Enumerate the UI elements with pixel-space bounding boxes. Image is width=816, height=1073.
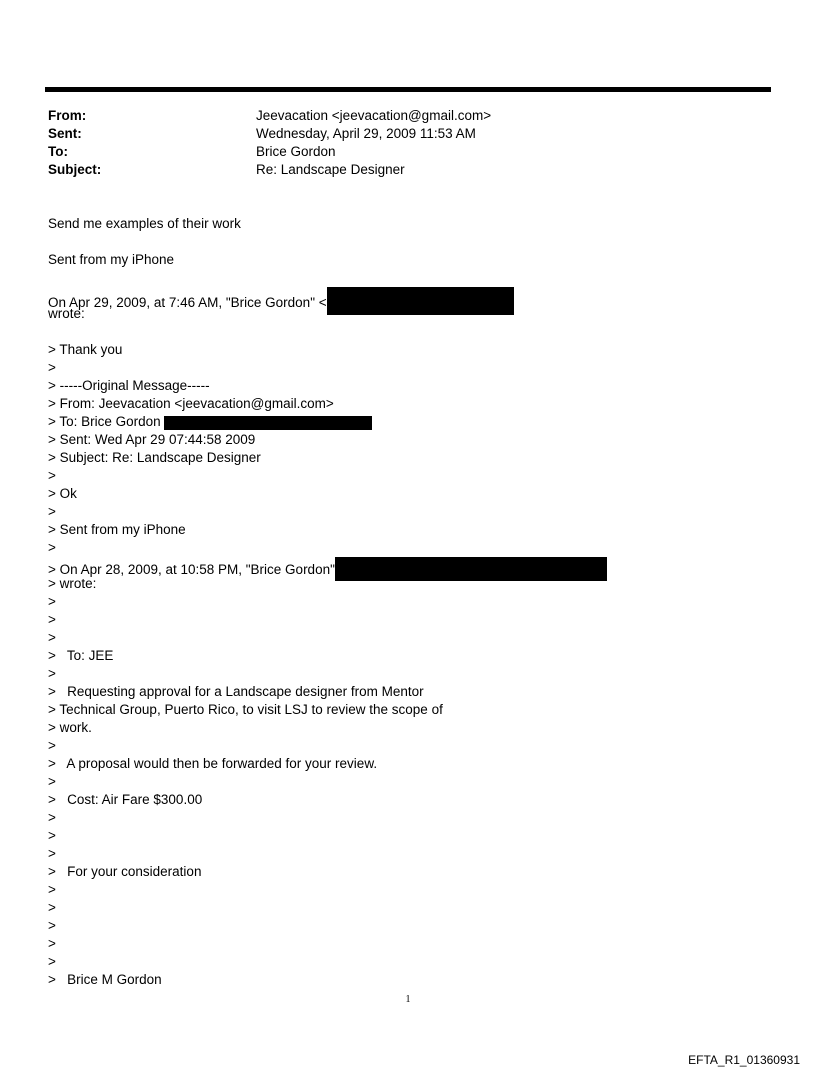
quoted-line: > (48, 360, 56, 375)
body-line: Send me examples of their work (48, 216, 241, 231)
to-row (48, 143, 768, 161)
redaction-block (327, 287, 514, 315)
quoted-line: > Sent from my iPhone (48, 522, 186, 537)
body-line: Sent from my iPhone (48, 252, 175, 267)
quoted-line: > (48, 900, 56, 915)
quoted-line: > To: JEE (48, 648, 114, 663)
quoted-line: > (48, 630, 56, 645)
body-line-text: On Apr 29, 2009, at 7:46 AM, "Brice Gordon" < (48, 295, 327, 310)
quoted-line: > (48, 774, 56, 789)
quoted-line: > (48, 882, 56, 897)
quoted-line: > (48, 738, 56, 753)
quoted-line: > (48, 828, 56, 843)
quoted-line: > A proposal would then be forwarded for your review. (48, 756, 378, 771)
redaction-block (164, 416, 372, 430)
quoted-line: > (48, 540, 56, 555)
quoted-line: > (48, 468, 56, 483)
to-value: Brice Gordon (256, 144, 336, 159)
quoted-line: > (48, 666, 56, 681)
quoted-line (48, 557, 768, 575)
quoted-line: > (48, 810, 56, 825)
page-number: 1 (405, 994, 411, 1005)
quoted-line-text: > To: Brice Gordon (48, 414, 165, 429)
quoted-line: > (48, 846, 56, 861)
quoted-line: > Cost: Air Fare $300.00 (48, 792, 203, 807)
email-header (48, 107, 768, 179)
quoted-line: > (48, 504, 56, 519)
from-label: From: (48, 108, 87, 123)
from-row (48, 107, 768, 125)
quoted-line: > Sent: Wed Apr 29 07:44:58 2009 (48, 432, 256, 447)
quoted-line: > (48, 612, 56, 627)
subject-row (48, 161, 768, 179)
quoted-line: > Technical Group, Puerto Rico, to visit LSJ to review the scope of (48, 702, 443, 717)
quoted-line: > Brice M Gordon (48, 972, 162, 987)
quoted-line-text: > On Apr 28, 2009, at 10:58 PM, "Brice Gordon" (48, 562, 335, 577)
quoted-line: > Requesting approval for a Landscape designer from Mentor (48, 684, 424, 699)
quoted-line: > (48, 918, 56, 933)
quoted-line: > -----Original Message----- (48, 378, 210, 393)
quoted-line: > (48, 594, 56, 609)
body-line: wrote: (48, 306, 85, 321)
quoted-line: > (48, 936, 56, 951)
subject-label: Subject: (48, 162, 102, 177)
quoted-line: > Thank you (48, 342, 123, 357)
body-line (48, 287, 768, 310)
redaction-block (335, 557, 607, 581)
quoted-line: > For your consideration (48, 864, 202, 879)
from-value: Jeevacation <jeevacation@gmail.com> (256, 108, 492, 123)
sent-row (48, 125, 768, 143)
sent-value: Wednesday, April 29, 2009 11:53 AM (256, 126, 476, 141)
quoted-line: > Ok (48, 486, 77, 501)
quoted-line: > wrote: (48, 576, 97, 591)
subject-value: Re: Landscape Designer (256, 162, 405, 177)
quoted-line: > (48, 954, 56, 969)
bates-number: EFTA_R1_01360931 (688, 1053, 800, 1067)
quoted-line (48, 413, 768, 431)
sent-label: Sent: (48, 126, 82, 141)
quoted-line: > Subject: Re: Landscape Designer (48, 450, 261, 465)
to-label: To: (48, 144, 68, 159)
quoted-line: > work. (48, 720, 92, 735)
quoted-line: > From: Jeevacation <jeevacation@gmail.com> (48, 396, 334, 411)
email-body (48, 215, 768, 989)
header-rule (45, 87, 771, 92)
